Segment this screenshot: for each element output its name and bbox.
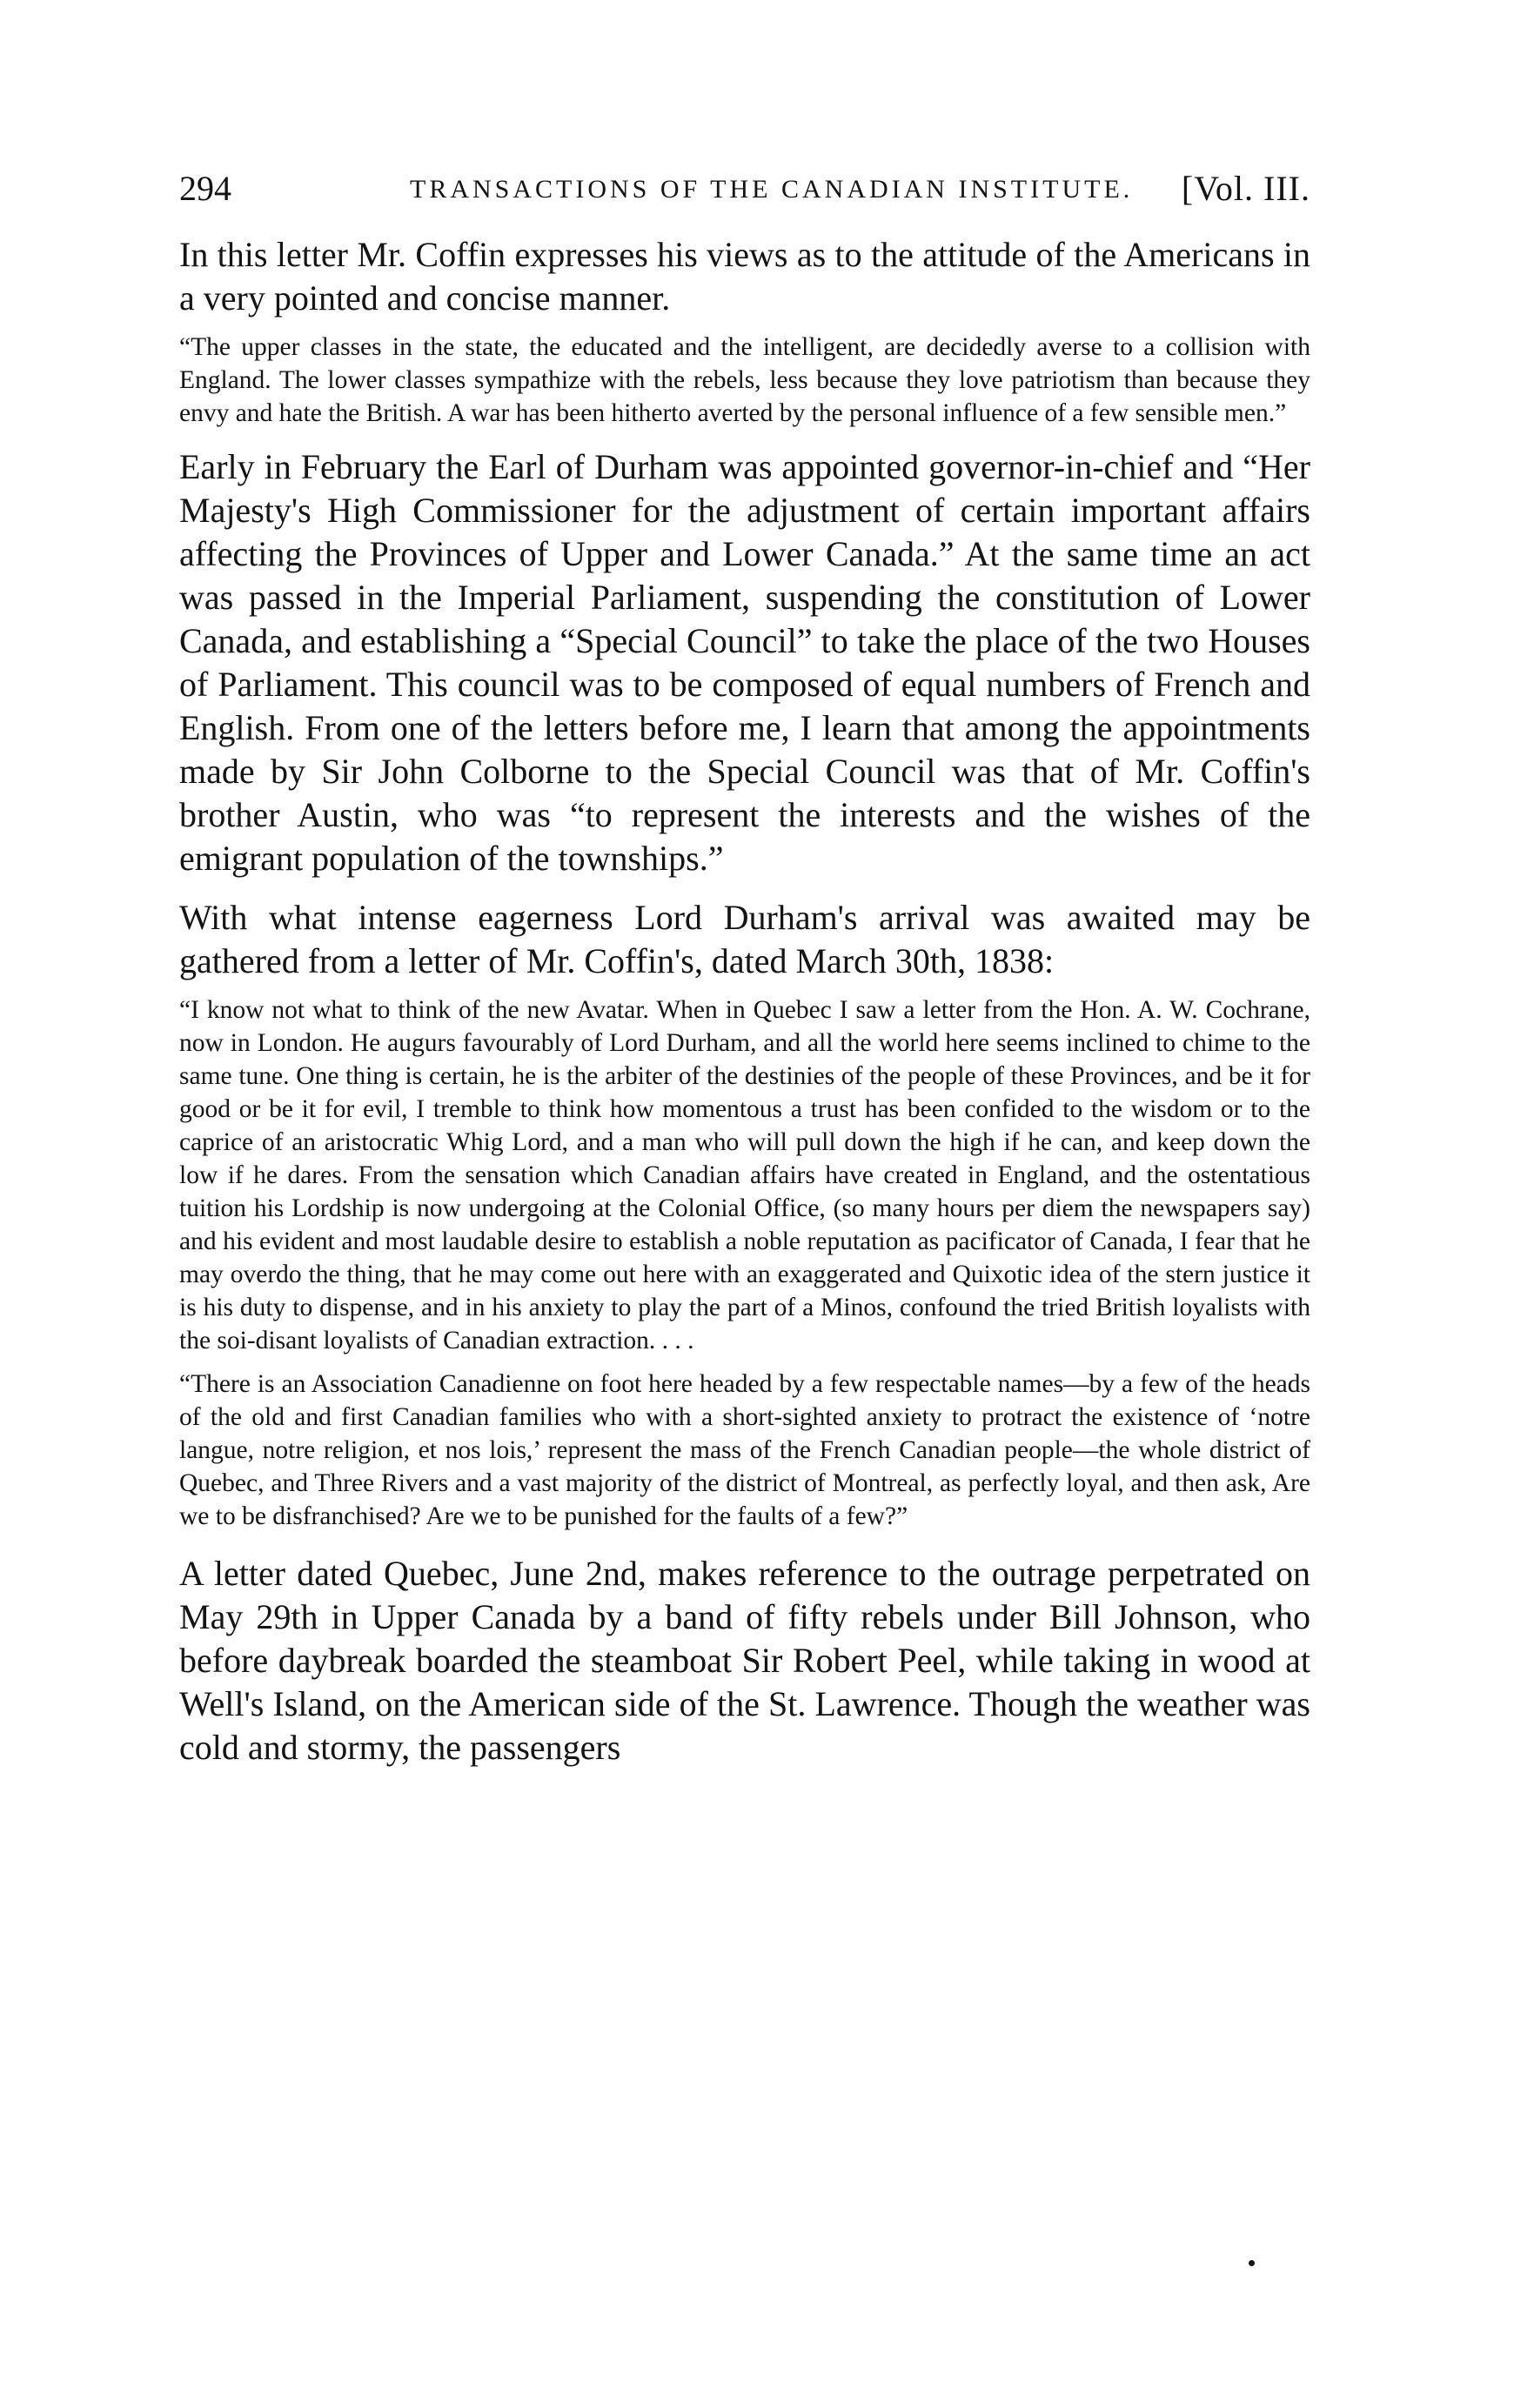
stray-ink-dot — [1249, 2260, 1255, 2266]
quote-association-canadienne: “There is an Association Canadienne on foot here headed by a few respectable names—by a few of the heads of the old and first Canadian families who with a short-sighted anxiety to protract the existence of ‘notre langue, notre religion, et nos lois,’ represent the mass of the French Canadian people—the whole district of Quebec, and Three Rivers and a vast majority of the district of Montreal, as perfectly loyal, and then ask, Are we to be disfranchised? Are we to be punished for the faults of a few?” — [179, 1370, 1310, 1530]
volume-label: [Vol. III. — [1181, 169, 1310, 208]
paragraph-earl-of-durham: Early in February the Earl of Durham was appointed governor-in-chief and “Her Majesty's High Commissioner for the adjustment of certain important affairs affecting the Provinces of Upper and Lower Canada.” At the same time an act was passed in the Imperial Parliament, suspending the constitution of Lower Canada, and establishing a “Special Council” to take the place of the two Houses of Parliament. This council was to be composed of equal numbers of French and English. From one of the letters before me, I learn that among the appointments made by Sir John Colborne to the Special Council was that of Mr. Coffin's brother Austin, who was “to represent the interests and the wishes of the emigrant population of the townships.” — [179, 447, 1310, 878]
quote-upper-classes: “The upper classes in the state, the educated and the intelligent, are decidedly averse to a collision with England. The lower classes sympathize with the rebels, less because they love patriotism than because they envy and hate the British. A war has been hitherto averted by the personal influence of a few sensible men.” — [179, 333, 1310, 427]
running-title: TRANSACTIONS OF THE CANADIAN INSTITUTE. — [410, 175, 1134, 204]
paragraph-durham-arrival: With what intense eagerness Lord Durham's arrival was awaited may be gathered from a letter of Mr. Coffin's, dated March 30th, 1838: — [179, 898, 1310, 980]
paragraph-quebec-letter: A letter dated Quebec, June 2nd, makes reference to the outrage perpetrated on May 29th in Upper Canada by a band of fifty rebels under Bill Johnson, who before daybreak boarded the steamboat Sir Robert Peel, while taking in wood at Well's Island, on the American side of the St. Lawrence. Though the weather was cold and stormy, the passengers — [179, 1554, 1310, 1767]
running-header — [179, 168, 1310, 220]
quote-new-avatar: “I know not what to think of the new Avatar. When in Quebec I saw a letter from the Hon. A. W. Cochrane, now in London. He augurs favourably of Lord Durham, and all the world here seems inclined to chime to the same tune. One thing is certain, he is the arbiter of the destinies of the people of these Provinces, and be it for good or be it for evil, I tremble to think how momentous a trust has been confided to the wisdom or to the caprice of an aristocratic Whig Lord, and a man who will pull down the high if he can, and keep down the low if he dares. From the sensation which Canadian affairs have created in England, and the ostentatious tuition his Lordship is now undergoing at the Colonial Office, (so many hours per diem the newspapers say) and his evident and most laudable desire to establish a noble reputation as pacificator of Canada, I fear that he may overdo the thing, that he may come out here with an exaggerated and Quixotic idea of the stern justice it is his duty to dispense, and in his anxiety to play the part of a Minos, confound the tried British loyalists with the soi-disant loyalists of Canadian extraction. . . . — [179, 996, 1310, 1354]
paragraph-coffin-views: In this letter Mr. Coffin expresses his views as to the attitude of the Americans in a very pointed and concise manner. — [179, 235, 1310, 318]
page-body — [179, 233, 1310, 1769]
page-number: 294 — [179, 169, 231, 208]
